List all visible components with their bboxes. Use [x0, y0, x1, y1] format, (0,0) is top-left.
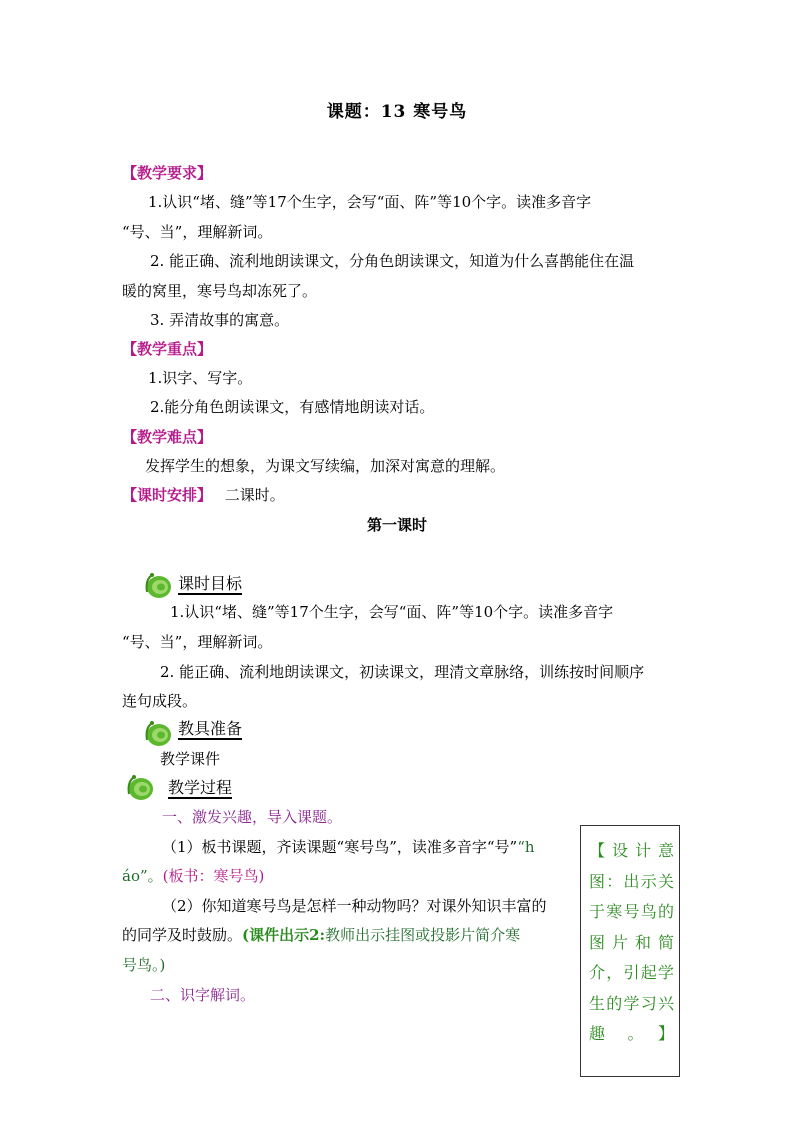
schedule-header: 【课时安排】 — [122, 486, 213, 504]
schedule-value: 二课时。 — [224, 486, 285, 504]
step-1-para-2-line-1: （2）你知道寒号鸟是怎样一种动物吗？对课外知识丰富的 — [162, 897, 547, 915]
difficulties-header: 【教学难点】 — [122, 428, 213, 446]
requirement-2-line-1: 2. 能正确、流利地朗读课文，分角色朗读课文，知道为什么喜鹊能住在温 — [150, 252, 635, 270]
goal-1-line-2: “号、当”，理解新词。 — [122, 633, 273, 651]
step-2-title: 二、识字解词。 — [150, 986, 256, 1004]
key-points-header: 【教学重点】 — [122, 340, 213, 358]
step-1-para-2-line-2 — [122, 925, 520, 945]
step-1-para-1-line-2 — [122, 866, 264, 886]
step-1-title: 一、激发兴趣，导入课题。 — [162, 808, 343, 826]
snail-icon — [144, 570, 174, 600]
key-point-2: 2.能分角色朗读课文，有感情地朗读对话。 — [150, 398, 435, 416]
goal-2-line-2: 连句成段。 — [122, 692, 198, 710]
step-1-para-2-line-3: 号鸟。) — [122, 956, 166, 974]
step-1-para-2-text: 的同学及时鼓励。 — [122, 926, 243, 944]
courseware-note: (课件出示2: — [242, 926, 326, 944]
key-point-1: 1.识字、写字。 — [148, 369, 253, 387]
tools-header: 教具准备 — [178, 719, 243, 738]
board-note: (板书：寒号鸟) — [162, 867, 265, 885]
schedule-row — [122, 485, 285, 505]
pinyin-hao-start: “h — [517, 838, 535, 856]
snail-icon — [144, 718, 174, 748]
snail-icon — [126, 772, 156, 802]
goals-header: 课时目标 — [178, 574, 243, 593]
design-intent-box — [580, 825, 680, 1077]
courseware-note-detail: 教师出示挂图或投影片简介寒 — [325, 926, 521, 944]
process-header: 教学过程 — [168, 778, 233, 797]
requirements-header: 【教学要求】 — [122, 164, 213, 182]
goal-1-line-1: 1.认识“堵、缝”等17个生字，会写“面、阵”等10个字。读准多音字 — [170, 603, 614, 621]
step-1-para-1-line-1 — [162, 837, 535, 857]
lesson-1-title: 第一课时 — [366, 516, 427, 534]
tools-value: 教学课件 — [160, 750, 221, 768]
goal-2-line-1: 2. 能正确、流利地朗读课文，初读课文，理清文章脉络，训练按时间顺序 — [160, 663, 645, 681]
requirement-2-line-2: 暖的窝里，寒号鸟却冻死了。 — [122, 282, 318, 300]
requirement-3: 3. 弄清故事的寓意。 — [150, 311, 290, 329]
pinyin-hao-end: áo”。 — [122, 867, 163, 885]
design-intent-text: 【设计意图：出示关于寒号鸟的图片和简介，引起学生的学习兴趣。】 — [589, 841, 675, 1043]
difficulty-1: 发挥学生的想象，为课文写续编，加深对寓意的理解。 — [145, 457, 506, 475]
requirement-1-line-1: 1.认识“堵、缝”等17个生字，会写“面、阵”等10个字。读准多音字 — [148, 193, 592, 211]
page-title: 课题：13 寒号鸟 — [326, 102, 468, 122]
requirement-1-line-2: “号、当”，理解新词。 — [122, 223, 273, 241]
step-1-para-1-text: （1）板书课题，齐读课题“寒号鸟”，读准多音字“号” — [162, 838, 518, 856]
